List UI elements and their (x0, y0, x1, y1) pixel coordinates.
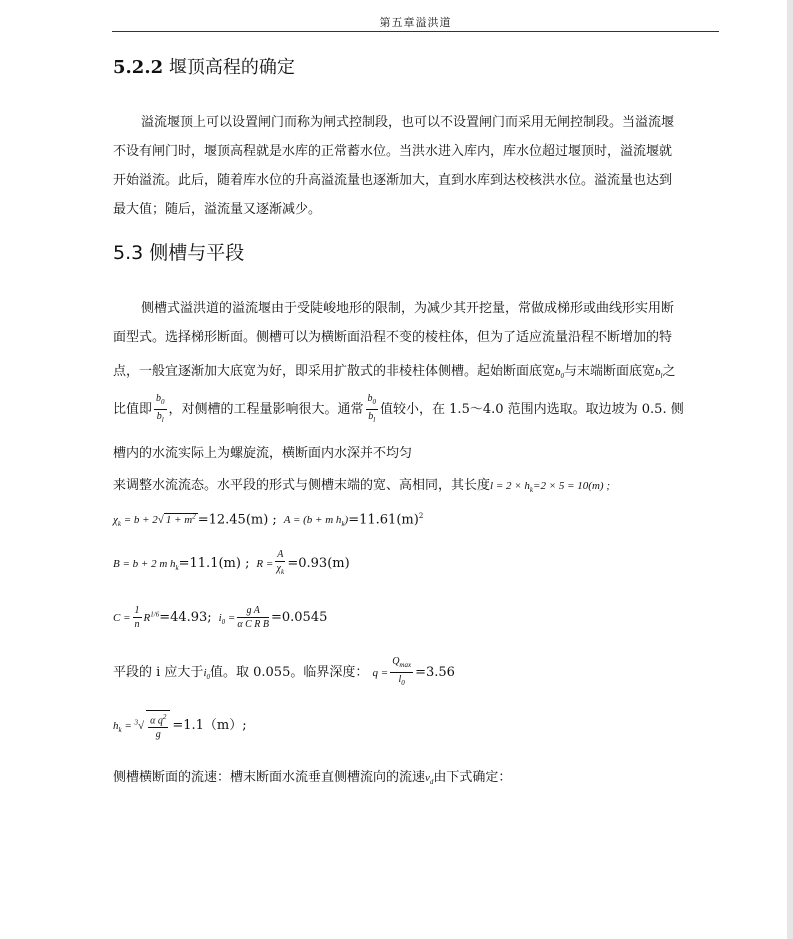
formula-hk: $h_k = ^3√$ $\frac{\alpha q^2}{g}$ =1.1（m）; (113, 710, 247, 741)
paragraph-line: 侧槽式溢洪道的溢流堰由于受陡峻地形的限制，为减少其开挖量，常做成梯形或曲线形实用断 (141, 301, 675, 316)
fraction-b0-bl: $\frac{b_0}{b_l}$ (156, 393, 165, 424)
fraction-aq2-g: $\frac{\alpha q^2}{g}$ (146, 710, 170, 741)
paragraph-line-velocity: 侧槽横断面的流速：槽末断面水流垂直侧槽流向的流速$v_d$由下式确定： (113, 770, 512, 787)
fraction-b0-bl: $\frac{b_0}{b_l}$ (367, 393, 377, 424)
header-rule (112, 31, 719, 32)
formula-chi-A: $\chi_k = b + 2√$ $1 + m^2 =12.45(m)$ ; A = (b + m $h_k)=11.61(m)^2$ (113, 512, 424, 529)
symbol-bl: $b_l$ (655, 366, 663, 381)
section-number: 5.2.2 (113, 57, 164, 78)
fraction-Qmax-l0: $Q_{max}$ $l_0$ (392, 656, 412, 687)
running-header: 第五章溢洪道 (379, 16, 452, 29)
symbol-b0: $b_0$ (555, 366, 565, 381)
paragraph-line: 溢流堰顶上可以设置闸门而称为闸式控制段，也可以不设置闸门而采用无闸控制段。当溢流堰 (141, 115, 675, 130)
section-title: 堰顶高程的确定 (163, 57, 295, 78)
fraction-gA-aCRB: $\frac{\text{g A}}{\text{α C R B}}$ (237, 605, 269, 630)
paragraph-line: 面型式。选择梯形断面。侧槽可以为横断面沿程不变的棱柱体，但为了适应流量沿程不断增加的特 (113, 330, 673, 345)
paragraph-line: 槽内的水流实际上为螺旋流，横断面内水深并不均匀 (113, 446, 413, 461)
formula-B-R: B = b + 2 m $h_k=11.1(m)$ ; R = $\frac{A}{\chi_k}$ =0.93(m) (113, 548, 350, 579)
fraction-A-chi: $\frac{A}{\chi_k}$ (276, 549, 285, 576)
fraction-1-n: $\frac{1}{n}$ (134, 605, 140, 630)
formula-C-i0: C = $\frac{1}{n}$ $R^{1/6}=44.93$; $i_0$ = $\frac{\text{g A}}{\text{α C R B}}$ =0.0545 (113, 605, 328, 630)
symbol-vd: $v_d$ (425, 772, 434, 787)
paragraph-line: 开始溢流。此后，随着库水位的升高溢流量也逐渐加大，直到水库到达校核洪水位。溢流量也达到 (113, 173, 673, 188)
paragraph-line-critical-depth: 平段的 i 应大于$i_0$值。取 0.055。临界深度： q = $Q_{max}$ $l_0$ =3.56 (113, 655, 455, 690)
paragraph-weir-crest (113, 108, 719, 137)
page-edge-shadow (787, 0, 793, 939)
paragraph-line: 最大值；随后，溢流量又逐渐减少。 (113, 202, 322, 217)
paragraph-line-length: 来调整水流流态。水平段的形式与侧槽末端的宽、高相同，其长度$l = 2 \times h_k=2 \times 5 = 10(m)$ ; (113, 478, 610, 495)
paragraph-line-b0: 点，一般宜逐渐加大底宽为好，即采用扩散式的非棱柱体侧槽。起始断面底宽$b_0$与末端断面底宽$b_l$之 (113, 364, 676, 381)
section-heading-5-3: 5.3 侧槽与平段 (113, 242, 245, 264)
section-heading-5-2-2 (113, 53, 295, 79)
paragraph-line-ratio: 比值即 $\frac{b_0}{b_l}$ ，对侧槽的工程量影响很大。通常 $\frac{b_0}{b_l}$ 值较小，在 1.5～4.0 范围内选取。取边坡为 0.5. 侧 (113, 392, 684, 427)
paragraph-line: 不设有闸门时，堰顶高程就是水库的正常蓄水位。当洪水进入库内，库水位超过堰顶时，溢流堰就 (113, 144, 673, 159)
formula-length: $l = 2 \times h_k$ (490, 480, 534, 495)
